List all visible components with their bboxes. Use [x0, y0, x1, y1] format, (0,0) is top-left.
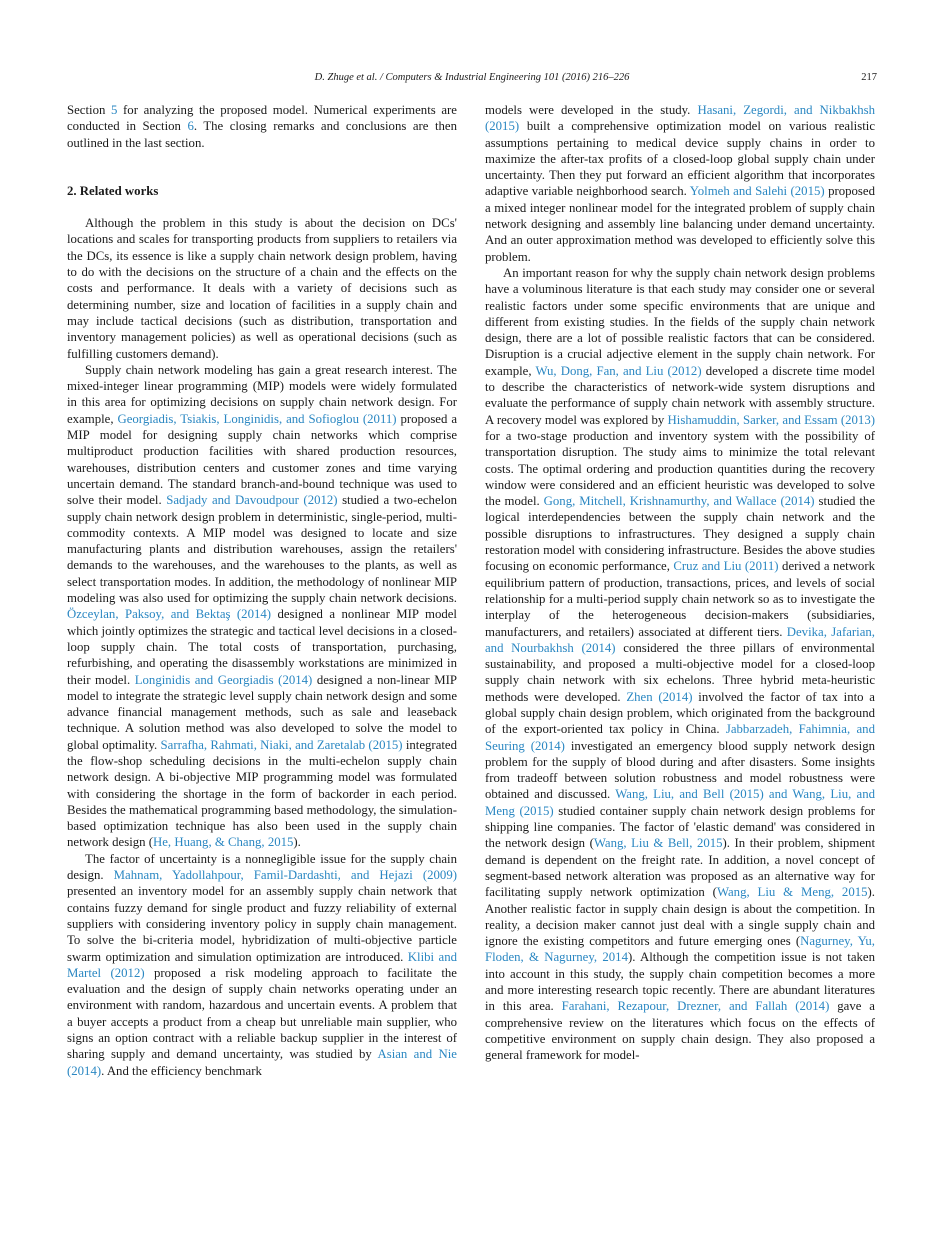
- citation-link[interactable]: Farahani, Rezapour, Drezner, and Fallah (2014): [561, 999, 830, 1014]
- body-text: ).: [293, 835, 301, 850]
- body-text: proposed a risk modeling approach to facilitate the evaluation and the design of supply chain networks operating under an environment with random, hazardous and uncertain events. A problem that a buyer accepts a product from a cheap but unreliable main supplier, who signs an option contract with a reliable backup supplier in the interest of sharing supply and demand uncertainty, was studied by: [67, 965, 457, 1062]
- citation-link[interactable]: Jabbarzadeh, Fahimnia, and Seuring (2014): [485, 722, 875, 753]
- citation-link[interactable]: Wang, Liu & Meng, 2015: [716, 885, 868, 900]
- body-text: integrated the flow-shop scheduling decisions in the multi-echelon supply chain network design. A bi-objective MIP programming model was formulated with considering the shortage in the form of backorder in each period. Besides the mathematical programming based methodology, the simulation-based optimization technique has also been used in the supply chain network design (: [67, 737, 458, 850]
- intro-closing-paragraph: [67, 102, 457, 151]
- body-text: ). Another realistic factor in supply chain design is about the competition. In reality, a decision maker cannot just deal with a single supply chain and ignore the existing competitors and future emerging ones (: [485, 885, 875, 949]
- body-text: presented an inventory model for an assembly supply chain network that contains fuzzy demand for single product and fuzzy reliability of external suppliers with considering inventory policy in supply chain management. To solve the bi-criteria model, hybridization of multi-objective particle swarm optimization and simulation optimization are introduced.: [67, 884, 457, 964]
- body-text: gave a comprehensive review on the literatures which focus on the effects of competitive environment on supply chain design. They also proposed a general framework for model-: [485, 999, 875, 1063]
- body-text: models were developed in the study.: [485, 103, 698, 117]
- citation-link[interactable]: Gong, Mitchell, Krishnamurthy, and Wallace (2014): [543, 494, 815, 509]
- body-text: derived a network equilibrium pattern of production, transactions, prices, and levels of social relationship for a multi-period supply chain network so as to investigate the interplay of the heterogeneous decision-makers (subsidiaries, manufacturers, and retailers) associated at different tiers.: [485, 559, 875, 639]
- body-text: developed a discrete time model to describe the characteristics of network-wide system disruptions and evaluate the performance of supply chain network with assembly structure. A recovery model was explored by: [485, 363, 875, 427]
- body-text: ). In their problem, shipment demand is dependent on the freight rate. In addition, a novel concept of segment-based network alteration was proposed as an alternative way for facilitating supply network optimization (: [485, 836, 876, 900]
- citation-link[interactable]: Wu, Dong, Fan, and Liu (2012): [535, 363, 702, 378]
- related-works-paragraph-1: [67, 215, 457, 362]
- related-works-paragraph-3: [67, 851, 457, 1079]
- body-text: proposed a MIP model for designing supply chain networks which comprise multiproduct production facilities with shared production resources, warehouses, distribution centers and customer zones and time varying uncertain demand. The standard branch-and-bound technique was used to solve their model.: [67, 411, 457, 508]
- running-head: D. Zhuge et al. / Computers & Industrial Engineering 101 (2016) 216–226: [314, 72, 630, 83]
- body-text: Section: [67, 103, 112, 117]
- continued-paragraph: [485, 102, 875, 265]
- citation-link[interactable]: 5: [111, 103, 118, 117]
- right-column: [485, 102, 875, 1064]
- left-column: [67, 102, 457, 1079]
- citation-link[interactable]: Hishamuddin, Sarker, and Essam (2013): [667, 412, 875, 427]
- body-text: built a comprehensive optimization model on various realistic assumptions pertaining to medical device supply chains in order to maximize the after-tax profits of a closed-loop global supply chain under uncertainty. Then they put forward an efficient algorithm that incorporates adaptive variable neighborhood search.: [485, 119, 875, 199]
- citation-link[interactable]: Klibi and Martel (2012): [67, 949, 458, 980]
- page-number: 217: [861, 72, 877, 83]
- citation-link[interactable]: Wang, Liu & Bell, 2015: [593, 836, 723, 851]
- body-text: The factor of uncertainty is a nonnegligible issue for the supply chain design.: [67, 851, 457, 883]
- citation-link[interactable]: Cruz and Liu (2011): [673, 559, 779, 574]
- citation-link[interactable]: Devika, Jafarian, and Nourbakhsh (2014): [485, 624, 875, 655]
- body-text: Although the problem in this study is about the decision on DCs' locations and scales for transporting products from suppliers to retailers via the DCs, its essence is like a supply chain network design problem, having to do with the decisions on the structure of a chain and the effects on the costs and performance. It deals with a variety of decisions such as determining number, size and location of facilities in a supply chain and may include tactical decisions (such as distribution, transportation and inventory management policies) as well as operational decisions (such as fulfilling customers demand).: [67, 216, 457, 361]
- body-text: studied a two-echelon supply chain network design problem in deterministic, single-period, multi-commodity contexts. A MIP model was designed to locate and size manufacturing plants and distribution warehouses, assign the retailers' demands to the warehouses, and the warehouses to the plants, as well as select transportation modes. In addition, the methodology of nonlinear MIP modeling was also used for optimizing the supply chain network decisions.: [67, 493, 457, 606]
- body-text: investigated an emergency blood supply network design problem for the supply of blood during and after disasters. Some insights from tradeoff between solution robustness and model robustness were obtained and discussed.: [485, 738, 875, 802]
- citation-link[interactable]: Nagurney, Yu, Floden, & Nagurney, 2014: [485, 934, 875, 965]
- citation-link[interactable]: Wang, Liu, and Bell (2015) and Wang, Liu, and Meng (2015): [485, 787, 875, 818]
- body-text: considered the three pillars of environmental sustainability, and proposed a multi-objective model for a closed-loop supply chain network with six echelons. Three hybrid meta-heuristic methods were developed.: [485, 640, 875, 704]
- citation-link[interactable]: Mahnam, Yadollahpour, Famil-Dardashti, and Hejazi (2009): [113, 868, 457, 883]
- body-text: for a two-stage production and inventory system with the possibility of transportation disruption. The study aims to minimize the total relevant costs. The optimal ordering and production quantities during the recovery window were considered and an efficient heuristic was developed to solve the model.: [485, 428, 875, 509]
- citation-link[interactable]: Yolmeh and Salehi (2015): [689, 184, 825, 199]
- citation-link[interactable]: Zhen (2014): [626, 689, 693, 704]
- citation-link[interactable]: 6: [187, 119, 194, 134]
- section-heading: 2. Related works: [67, 183, 159, 198]
- citation-link[interactable]: Georgiadis, Tsiakis, Longinidis, and Sofioglou (2011): [117, 411, 397, 426]
- realistic-factors-paragraph: [485, 265, 875, 1064]
- body-text: . The closing remarks and conclusions are then outlined in the last section.: [67, 119, 457, 150]
- citation-link[interactable]: Sadjady and Davoudpour (2012): [166, 493, 338, 508]
- body-text: involved the factor of tax into a global supply chain design problem, which originated from the background of the export-oriented tax policy in China.: [485, 689, 875, 737]
- citation-link[interactable]: Sarrafha, Rahmati, Niaki, and Zaretalab (2015): [160, 737, 403, 752]
- body-text: ). Although the competition issue is not taken into account in this study, the supply chain competition becomes a more and more interesting research topic recently. There are abundant literatures in this area.: [485, 950, 875, 1014]
- related-works-paragraph-2: [67, 362, 457, 851]
- body-text: . And the efficiency benchmark: [101, 1063, 262, 1078]
- citation-link[interactable]: Asian and Nie (2014): [67, 1047, 457, 1078]
- citation-link[interactable]: Özceylan, Paksoy, and Bektaş (2014): [67, 607, 272, 622]
- body-text: designed a non-linear MIP model to integrate the strategic level supply chain network design and some advance financial management methods, such as sale and leaseback technique. A solution method was also developed to solve the model to global optimality.: [67, 672, 457, 752]
- body-text: studied container supply chain network design problems for shipping line companies. The factor of 'elastic demand' was considered in the network design (: [485, 803, 875, 851]
- body-text: designed a nonlinear MIP model which jointly optimizes the strategic and tactical level decisions in a closed-loop supply chain. The total costs of transportation, purchasing, refurbishing, and operating the disassembly workstations are minimized in their model.: [67, 607, 457, 687]
- body-text: An important reason for why the supply chain network design problems have a voluminous literature is that each study may consider one or several realistic factors under some specific environments that are unique and different from existing studies. In the fields of the supply chain network design, there are a lot of possible realistic factors that can be considered. Disruption is a crucial adjective element in the supply chain network. For example,: [485, 265, 875, 378]
- body-text: Supply chain network modeling has gain a great research interest. The mixed-integer linear programming (MIP) models were widely formulated in this area for optimizing decisions on supply chain network design. For example,: [67, 362, 457, 426]
- body-text: for analyzing the proposed model. Numerical experiments are conducted in Section: [67, 103, 457, 134]
- body-text: studied the logical interdependencies between the supply chain network and the possible disruptions to infrastructures. They designed a supply chain restoration model with considering infrastructure. Besides the above studies focusing on economic performance,: [485, 494, 876, 574]
- citation-link[interactable]: Hasani, Zegordi, and Nikbakhsh (2015): [485, 103, 875, 134]
- citation-link[interactable]: Longinidis and Georgiadis (2014): [134, 672, 313, 687]
- citation-link[interactable]: He, Huang, & Chang, 2015: [153, 835, 294, 850]
- body-text: proposed a mixed integer nonlinear model for the integrated problem of supply chain network designing and assembly line balancing under demand uncertainty. And an outer approximation method was developed to efficiently solve this problem.: [485, 184, 875, 264]
